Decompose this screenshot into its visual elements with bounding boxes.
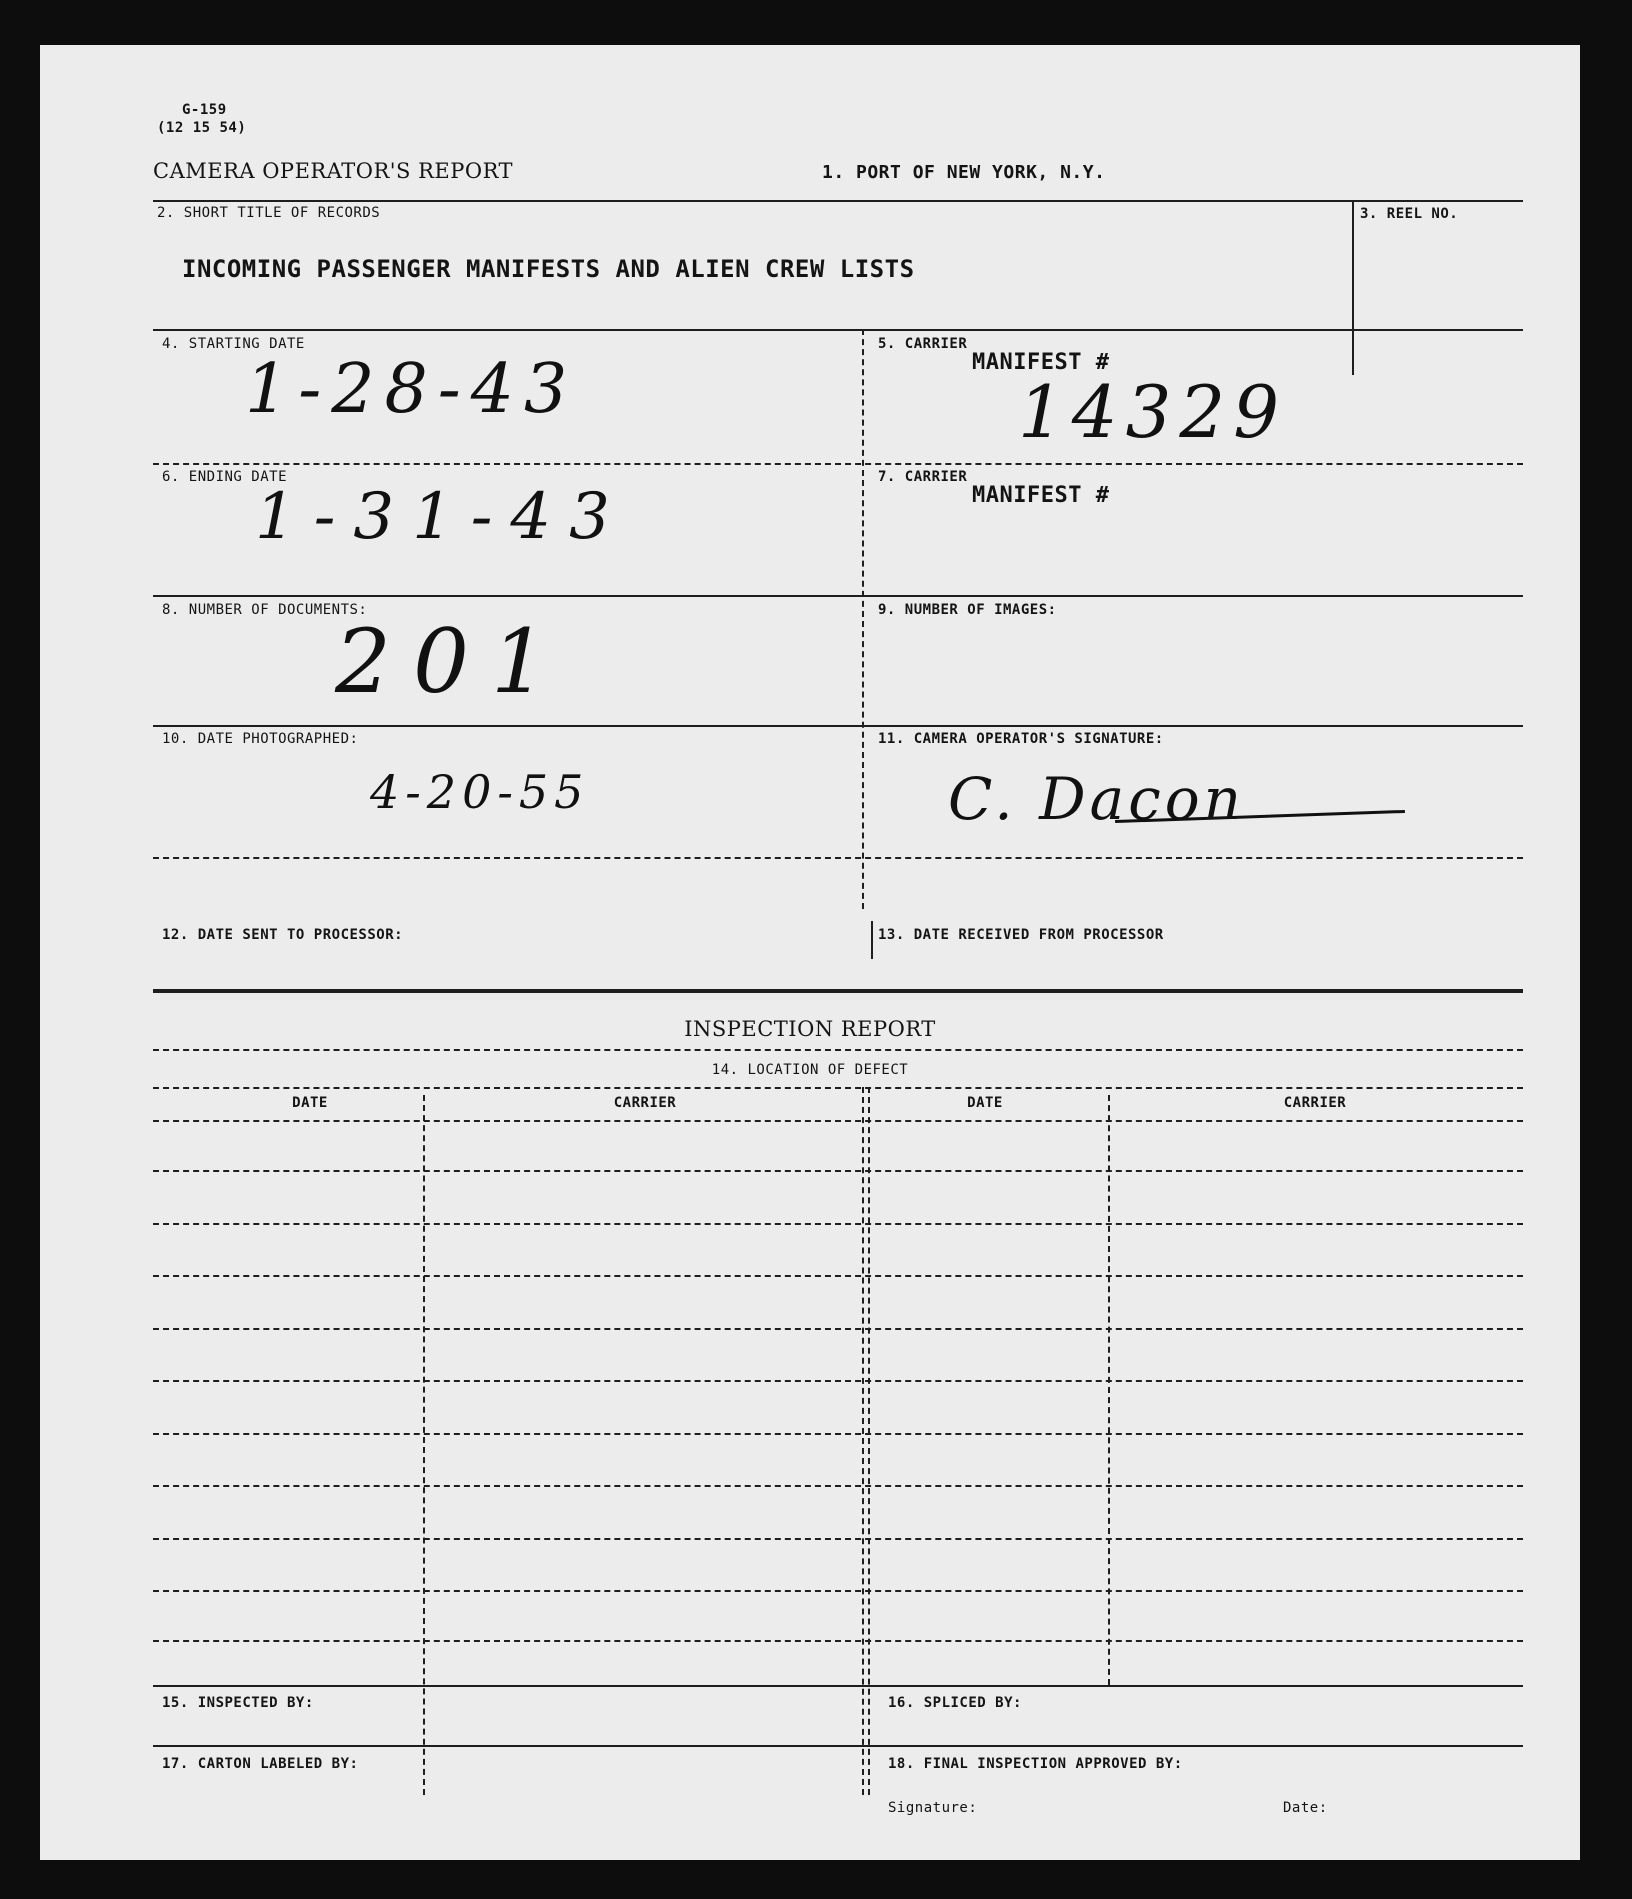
col-header-date-1: DATE bbox=[292, 1095, 328, 1111]
inspection-rule-top bbox=[153, 989, 1523, 993]
row-rule-8 bbox=[153, 595, 1523, 597]
row-rule-10 bbox=[153, 725, 1523, 727]
field8-label: 8. NUMBER OF DOCUMENTS: bbox=[162, 602, 368, 618]
table-row bbox=[153, 1120, 1523, 1122]
table-row bbox=[153, 1640, 1523, 1642]
signature-label: Signature: bbox=[888, 1800, 978, 1816]
field6-label: 6. ENDING DATE bbox=[162, 469, 288, 485]
field7-manifest: MANIFEST # bbox=[972, 483, 1110, 508]
col-header-carrier-1: CARRIER bbox=[613, 1095, 677, 1111]
table-row bbox=[153, 1275, 1523, 1277]
table-divider-3 bbox=[1108, 1095, 1110, 1685]
row-rule-4 bbox=[153, 329, 1523, 331]
field2-label: 2. SHORT TITLE OF RECORDS bbox=[157, 205, 381, 221]
table-row bbox=[153, 1223, 1523, 1225]
col-header-carrier-2: CARRIER bbox=[1283, 1095, 1347, 1111]
field11-label: 11. CAMERA OPERATOR'S SIGNATURE: bbox=[878, 731, 1164, 747]
field6-value: 1-31-43 bbox=[255, 480, 628, 554]
row-rule-17 bbox=[153, 1745, 1523, 1747]
field10-value: 4-20-55 bbox=[370, 765, 590, 819]
field18-label: 18. FINAL INSPECTION APPROVED BY: bbox=[888, 1756, 1183, 1772]
table-bottom-rule bbox=[153, 1685, 1523, 1687]
port-field: 1. PORT OF NEW YORK, N.Y. bbox=[822, 162, 1106, 183]
field16-label: 16. SPLICED BY: bbox=[888, 1695, 1022, 1711]
inspection-header-rule bbox=[153, 1087, 1523, 1089]
header-rule bbox=[153, 200, 1523, 202]
table-divider-2b bbox=[868, 1087, 870, 1795]
field2-value: INCOMING PASSENGER MANIFESTS AND ALIEN CREW LISTS bbox=[182, 255, 915, 283]
field8-value: 201 bbox=[335, 610, 569, 713]
field4-value: 1-28-43 bbox=[245, 350, 578, 429]
table-row bbox=[153, 1170, 1523, 1172]
field7-label: 7. CARRIER bbox=[878, 469, 968, 485]
form-number: G-159 bbox=[182, 102, 227, 118]
field3-label: 3. REEL NO. bbox=[1360, 206, 1459, 222]
table-row bbox=[153, 1433, 1523, 1435]
table-row bbox=[153, 1485, 1523, 1487]
field4-label: 4. STARTING DATE bbox=[162, 336, 305, 352]
field5-value: 14329 bbox=[1018, 370, 1288, 454]
center-divider-upper bbox=[862, 329, 864, 909]
table-divider-1 bbox=[423, 1095, 425, 1795]
col-header-date-2: DATE bbox=[967, 1095, 1003, 1111]
field15-label: 15. INSPECTED BY: bbox=[162, 1695, 314, 1711]
field3-divider bbox=[1352, 200, 1354, 375]
field13-tick bbox=[871, 921, 873, 959]
field12-label: 12. DATE SENT TO PROCESSOR: bbox=[162, 927, 404, 943]
date-label: Date: bbox=[1283, 1800, 1328, 1816]
form-revision: (12 15 54) bbox=[157, 120, 247, 136]
inspection-rule-2 bbox=[153, 1049, 1523, 1051]
table-divider-2 bbox=[862, 1087, 864, 1795]
row-rule-12 bbox=[153, 857, 1523, 859]
field17-label: 17. CARTON LABELED BY: bbox=[162, 1756, 359, 1772]
table-row bbox=[153, 1380, 1523, 1382]
table-row bbox=[153, 1538, 1523, 1540]
inspection-subtitle: 14. LOCATION OF DEFECT bbox=[711, 1062, 909, 1078]
field5-label: 5. CARRIER bbox=[878, 336, 968, 352]
form-title: CAMERA OPERATOR'S REPORT bbox=[153, 159, 514, 183]
row-rule-6 bbox=[153, 463, 1523, 465]
inspection-title: INSPECTION REPORT bbox=[684, 1017, 936, 1041]
field9-label: 9. NUMBER OF IMAGES: bbox=[878, 602, 1057, 618]
field10-label: 10. DATE PHOTOGRAPHED: bbox=[162, 731, 359, 747]
field5-manifest: MANIFEST # bbox=[972, 350, 1110, 375]
field11-signature: C. Dacon bbox=[948, 765, 1246, 833]
form-sheet bbox=[40, 45, 1580, 1860]
table-row bbox=[153, 1328, 1523, 1330]
field13-label: 13. DATE RECEIVED FROM PROCESSOR bbox=[878, 927, 1164, 943]
table-row bbox=[153, 1590, 1523, 1592]
